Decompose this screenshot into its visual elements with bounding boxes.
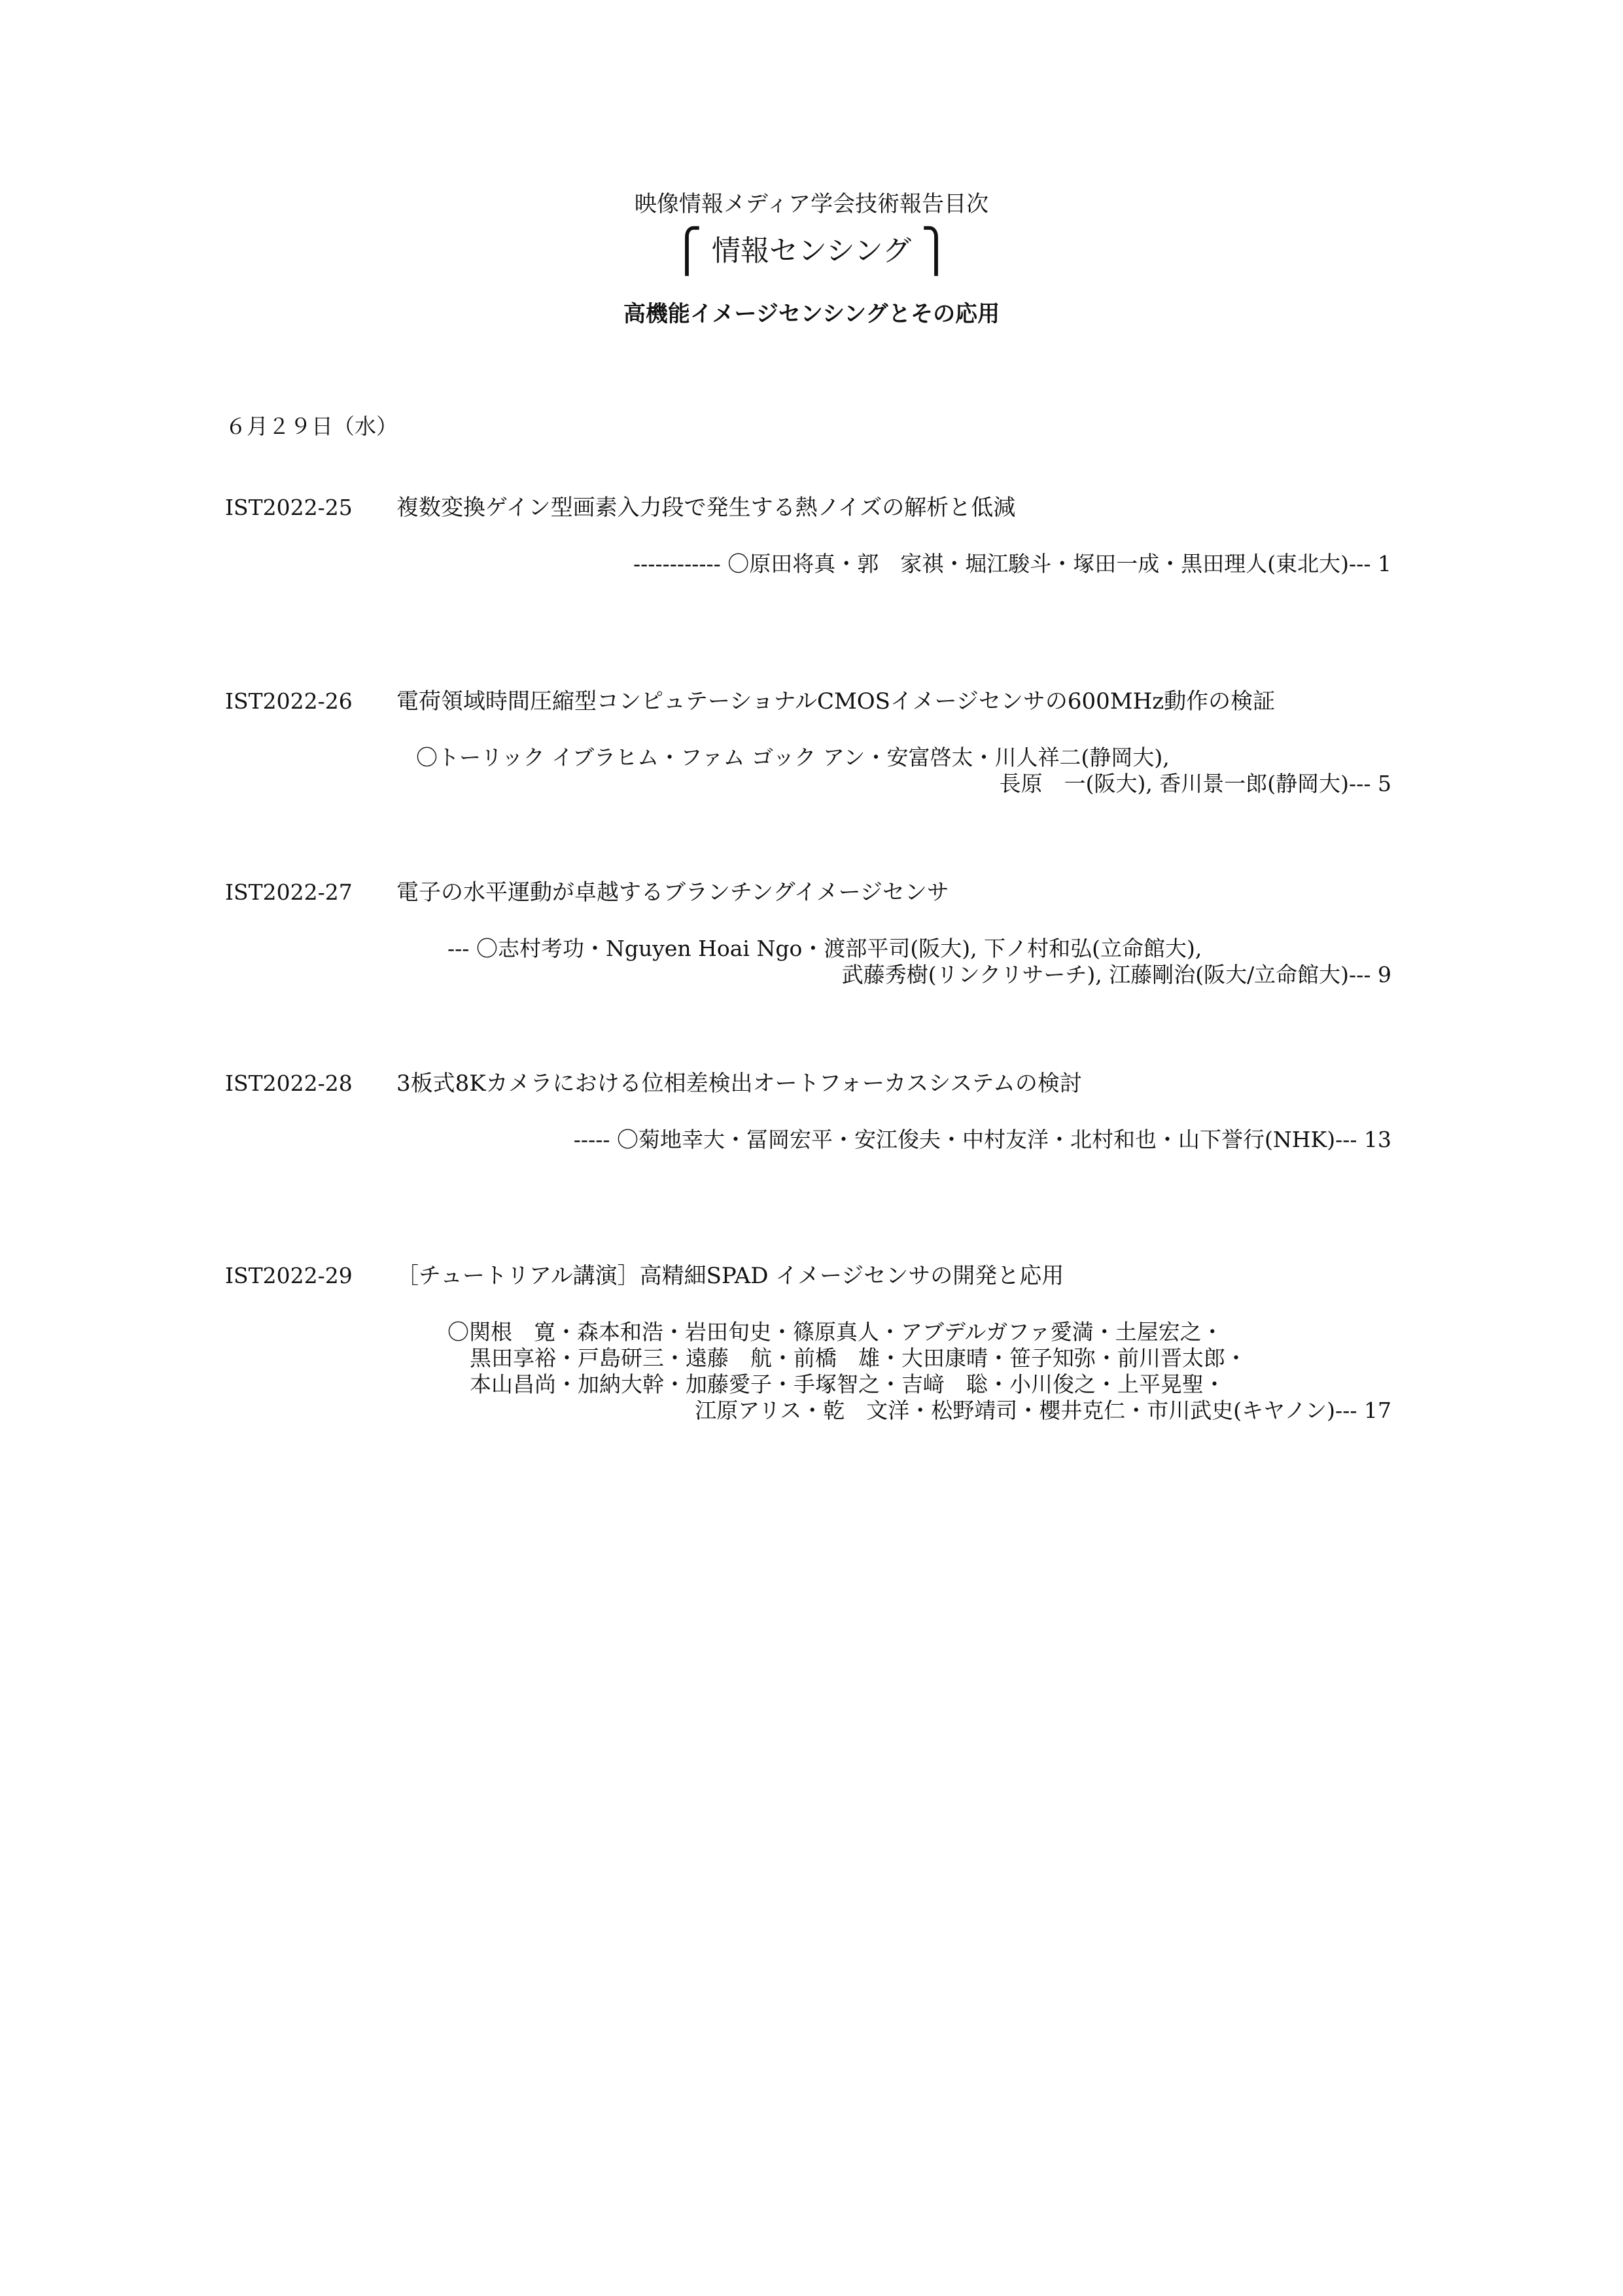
paper-authors: --- 〇志村考功・Nguyen Hoai Ngo・渡部平司(阪大), 下ノ村和弘(立命館大), xyxy=(447,936,1202,961)
paper-authors: 〇トーリック イブラヒム・ファム ゴック アン・安富啓太・川人祥二(静岡大), xyxy=(416,745,1170,770)
paper-id: IST2022-28 xyxy=(225,1070,353,1096)
paper-id: IST2022-27 xyxy=(225,879,353,905)
paper-authors: 本山昌尚・加納大幹・加藤愛子・手塚智之・吉﨑 聡・小川俊之・上平晃聖・ xyxy=(470,1371,1225,1397)
paper-title: 3板式8Kカメラにおける位相差検出オートフォーカスシステムの検討 xyxy=(396,1070,1082,1097)
session-date: ６月２９日（水） xyxy=(225,414,398,439)
paper-authors: 江原アリス・乾 文洋・松野靖司・櫻井克仁・市川武史(キヤノン)--- 17 xyxy=(695,1398,1391,1423)
report-subtitle: 情報センシング xyxy=(712,234,911,268)
right-bracket: ⎫ xyxy=(920,227,952,275)
session-theme-title: 高機能イメージセンシングとその応用 xyxy=(623,301,1000,327)
paper-id: IST2022-29 xyxy=(225,1263,353,1288)
paper-authors: ----- 〇菊地幸大・冨岡宏平・安江俊夫・中村友洋・北村和也・山下誉行(NHK)--- 13 xyxy=(573,1127,1391,1152)
subtitle-group xyxy=(0,221,1623,281)
paper-title: ［チュートリアル講演］高精細SPAD イメージセンサの開発と応用 xyxy=(396,1263,1064,1289)
paper-authors: 黒田享裕・戸島研三・遠藤 航・前橋 雄・大田康晴・笹子知弥・前川晋太郎・ xyxy=(470,1345,1247,1371)
paper-title: 電荷領域時間圧縮型コンピュテーショナルCMOSイメージセンサの600MHz動作の検証 xyxy=(396,688,1276,715)
paper-authors: 〇関根 寛・森本和浩・岩田旬史・篠原真人・アブデルガファ愛満・土屋宏之・ xyxy=(447,1319,1223,1345)
paper-authors: 武藤秀樹(リンクリサーチ), 江藤剛治(阪大/立命館大)--- 9 xyxy=(841,962,1391,987)
paper-id: IST2022-25 xyxy=(225,495,353,520)
paper-title: 複数変換ゲイン型画素入力段で発生する熱ノイズの解析と低減 xyxy=(396,495,1016,521)
paper-authors: 長原 一(阪大), 香川景一郎(静岡大)--- 5 xyxy=(999,771,1391,796)
paper-authors: ------------ 〇原田将真・郭 家祺・堀江駿斗・塚田一成・黒田理人(東北大)--- 1 xyxy=(633,551,1391,576)
left-bracket: ⎧ xyxy=(671,227,703,275)
paper-id: IST2022-26 xyxy=(225,688,353,714)
paper-title: 電子の水平運動が卓越するブランチングイメージセンサ xyxy=(396,879,949,906)
report-header-title: 映像情報メディア学会技術報告目次 xyxy=(634,191,989,217)
